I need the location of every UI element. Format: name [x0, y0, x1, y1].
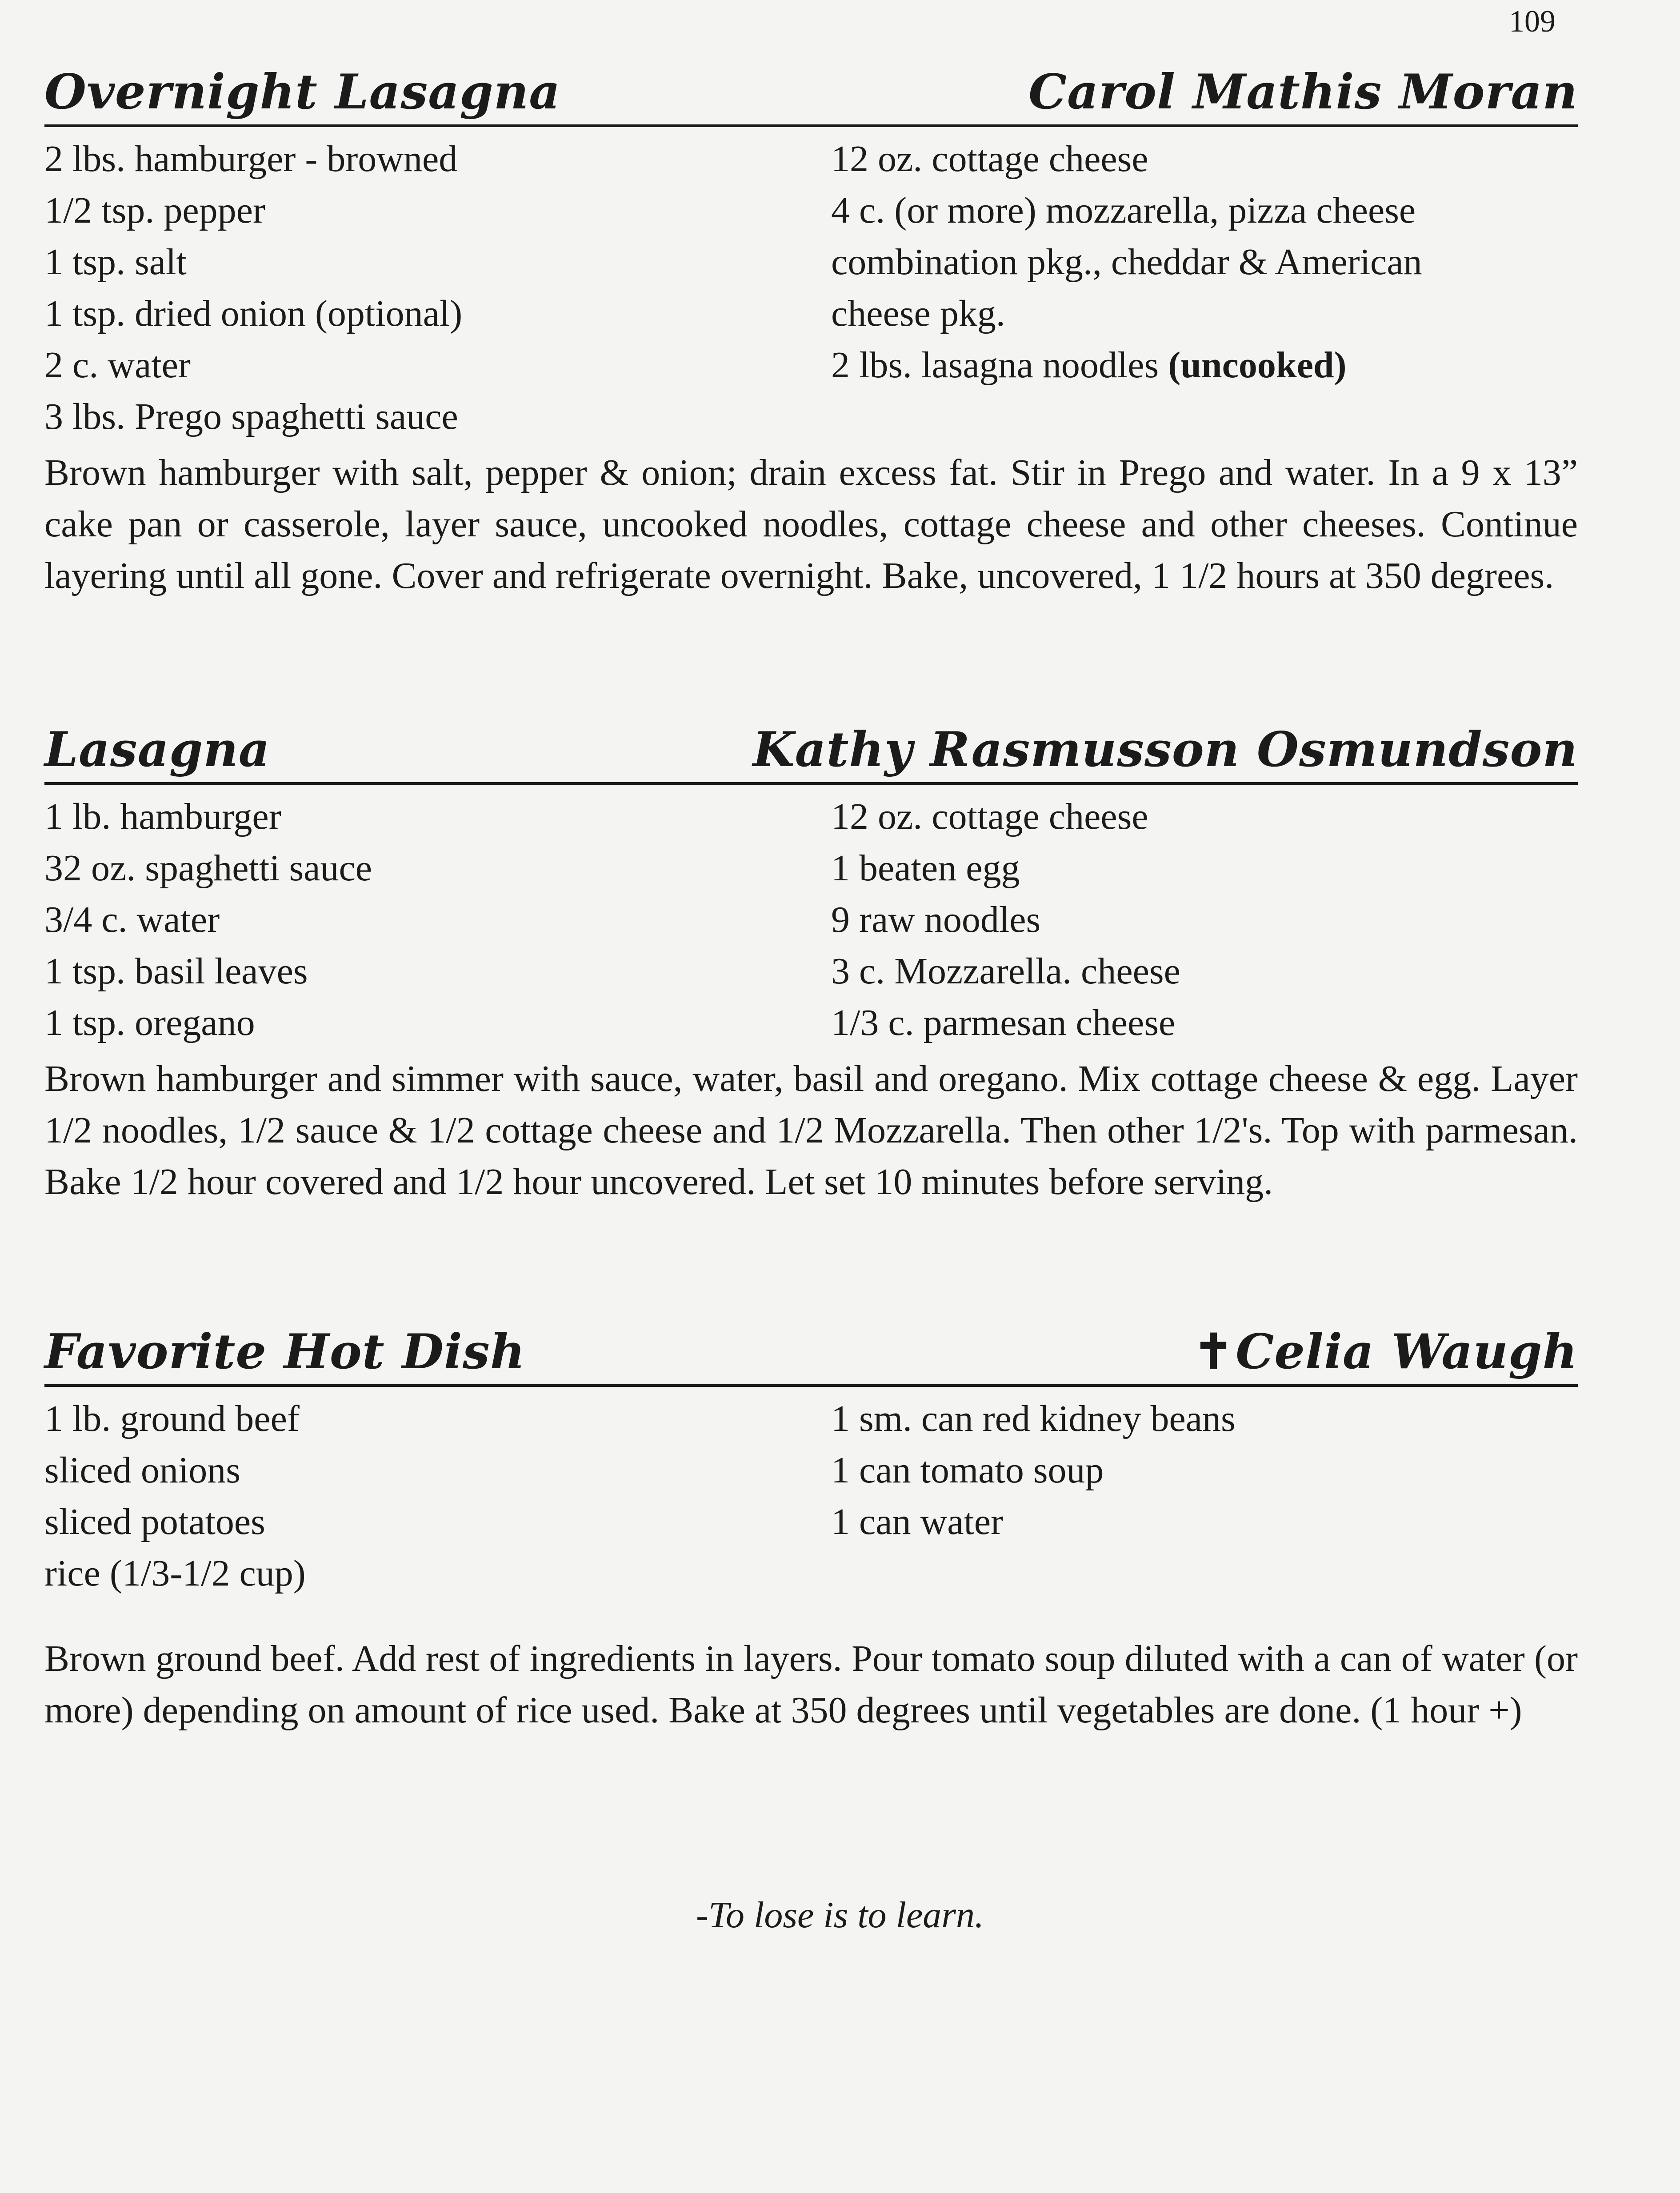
- ingredient: 3/4 c. water: [44, 899, 220, 940]
- ingredient: 1 can tomato soup: [831, 1450, 1104, 1491]
- ingredient: 1 tsp. salt: [44, 241, 187, 283]
- recipe-header: [44, 1318, 1578, 1387]
- recipe-title: Lasagna: [44, 722, 270, 778]
- ingredient: sliced onions: [44, 1450, 240, 1491]
- ingredient: 12 oz. cottage cheese: [831, 796, 1148, 837]
- ingredient-column-right: [831, 791, 1578, 1049]
- ingredient: combination pkg., cheddar & American: [831, 241, 1422, 283]
- ingredient: 1/3 c. parmesan cheese: [831, 1002, 1176, 1043]
- ingredient: 1 tsp. oregano: [44, 1002, 255, 1043]
- cross-icon: ✝: [1193, 1324, 1234, 1380]
- ingredient: 1 lb. ground beef: [44, 1398, 300, 1439]
- ingredient: 1 lb. hamburger: [44, 796, 281, 837]
- recipe-overnight-lasagna: [44, 58, 1578, 596]
- recipe-lasagna: [44, 715, 1578, 1202]
- ingredient-column-right: [831, 133, 1578, 391]
- ingredient: 3 c. Mozzarella. cheese: [831, 951, 1180, 992]
- ingredient: 1 beaten egg: [831, 847, 1020, 889]
- recipe-header: [44, 715, 1578, 785]
- recipe-directions: Brown ground beef. Add rest of ingredients in layers. Pour tomato soup diluted with a can of water (or more) depending on amount of rice used. Bake at 350 degrees until vegetables are done. (1 hour +): [44, 1638, 1578, 1731]
- ingredient: 4 c. (or more) mozzarella, pizza cheese: [831, 190, 1416, 231]
- recipe-author: Carol Mathis Moran: [1028, 64, 1578, 120]
- ingredient: [831, 340, 1578, 391]
- ingredient-text: 2 lbs. lasagna noodles: [831, 344, 1168, 386]
- ingredient: 32 oz. spaghetti sauce: [44, 847, 372, 889]
- ingredient: 1 can water: [831, 1501, 1004, 1542]
- ingredient: 2 c. water: [44, 344, 191, 386]
- ingredient-column-right: [831, 1393, 1578, 1548]
- emphasis-uncooked: (uncooked): [1168, 344, 1347, 386]
- ingredient: sliced potatoes: [44, 1501, 265, 1542]
- recipe-favorite-hot-dish: [44, 1318, 1578, 1731]
- ingredient-list: [44, 133, 1578, 450]
- ingredient-column-left: [44, 1393, 827, 1599]
- ingredient-column-left: [44, 133, 827, 443]
- ingredient: 12 oz. cottage cheese: [831, 138, 1148, 180]
- ingredient: 2 lbs. hamburger - browned: [44, 138, 458, 180]
- recipe-title: Favorite Hot Dish: [44, 1324, 526, 1380]
- recipe-directions: Brown hamburger with salt, pepper & onion; drain excess fat. Stir in Prego and water. In a 9 x 13” cake pan or casserole, layer sauce, uncooked noodles, cottage cheese and other cheeses. Continue layering until all gone. Cover and refrigerate overnight. Bake, uncovered, 1 1/2 hours at 350 degrees.: [44, 452, 1578, 596]
- ingredient-list: [44, 791, 1578, 1056]
- ingredient: 1 tsp. basil leaves: [44, 951, 308, 992]
- page-number: 109: [1509, 4, 1556, 39]
- recipe-author: [1193, 1323, 1578, 1381]
- recipe-author: Kathy Rasmusson Osmundson: [752, 722, 1578, 778]
- ingredient: cheese pkg.: [831, 293, 1005, 334]
- recipe-directions: Brown hamburger and simmer with sauce, water, basil and oregano. Mix cottage cheese & egg. Layer 1/2 noodles, 1/2 sauce & 1/2 cottage cheese and 1/2 Mozzarella. Then other 1/2's. Top with parmesan. Bake 1/2 hour covered and 1/2 hour uncovered. Let set 10 minutes before serving.: [44, 1058, 1578, 1202]
- footer-motto: -To lose is to learn.: [696, 1894, 984, 1936]
- recipe-author-name: Celia Waugh: [1236, 1324, 1578, 1380]
- recipe-header: [44, 58, 1578, 127]
- ingredient: 1 tsp. dried onion (optional): [44, 293, 463, 334]
- recipe-title: Overnight Lasagna: [44, 64, 561, 120]
- ingredient: 1/2 tsp. pepper: [44, 190, 265, 231]
- ingredient-column-left: [44, 791, 827, 1049]
- ingredient: 1 sm. can red kidney beans: [831, 1398, 1236, 1439]
- ingredient-list: [44, 1393, 1578, 1606]
- ingredient: rice (1/3-1/2 cup): [44, 1553, 306, 1594]
- ingredient: 3 lbs. Prego spaghetti sauce: [44, 396, 458, 437]
- ingredient: 9 raw noodles: [831, 899, 1041, 940]
